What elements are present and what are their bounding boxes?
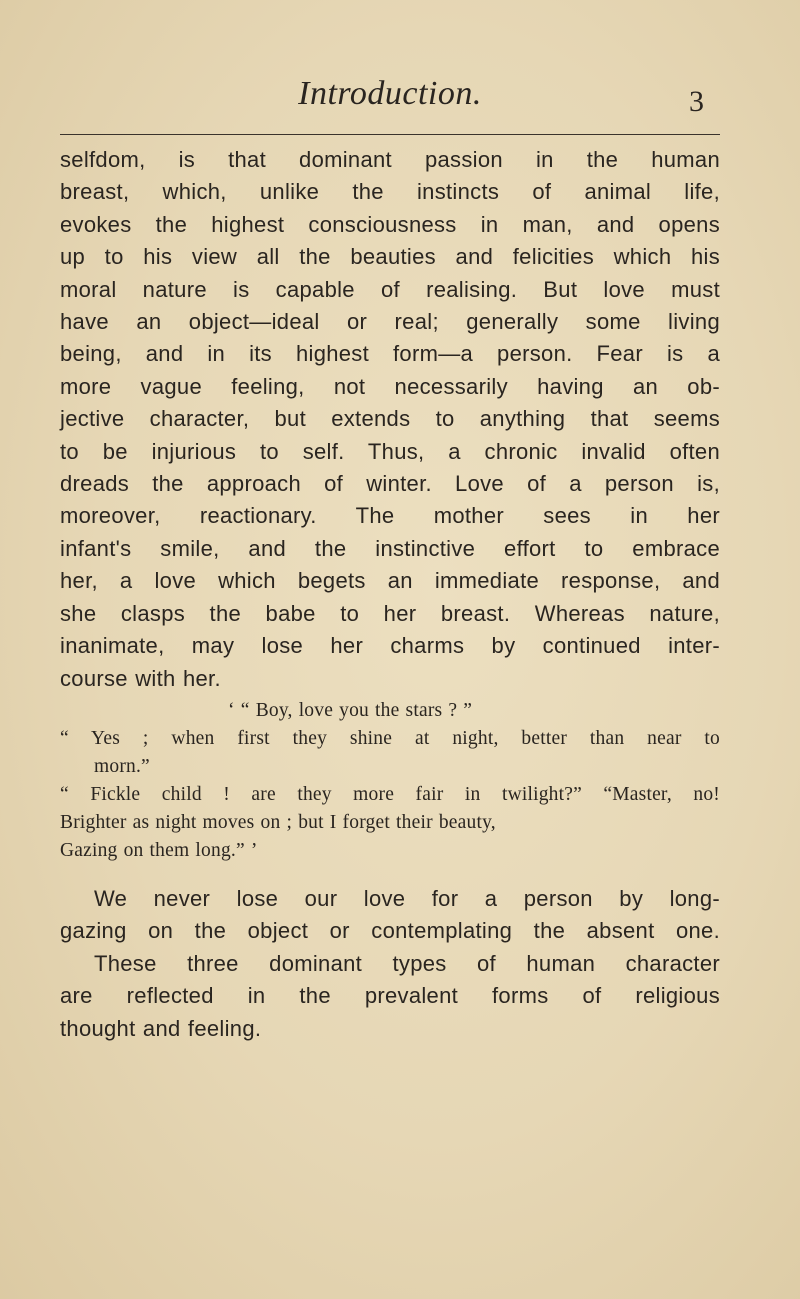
- page-number: 3: [689, 85, 704, 118]
- paragraph-2: [60, 883, 720, 1045]
- text-line: gazing on the object or contemplating the absent one.: [60, 918, 720, 944]
- text-line: We never lose our love for a person by long-: [94, 885, 720, 911]
- text-line: course with her.: [60, 665, 221, 691]
- poem-line: Gazing on them long.” ’: [60, 839, 258, 861]
- text-line: being, and in its highest form—a person. Fear is a: [60, 341, 720, 367]
- poem-line: ‘ “ Boy, love you the stars ? ”: [228, 699, 473, 721]
- text-line: up to his view all the beauties and felicities which his: [60, 244, 720, 270]
- text-line: dreads the approach of winter. Love of a person is,: [60, 471, 720, 497]
- body-text: [60, 144, 720, 1045]
- text-line: are reflected in the prevalent forms of religious: [60, 983, 720, 1009]
- paragraph-1: [60, 144, 720, 695]
- text-line: inanimate, may lose her charms by continued inter-: [60, 633, 720, 659]
- text-line: she clasps the babe to her breast. Whereas nature,: [60, 600, 720, 626]
- text-line: more vague feeling, not necessarily having an ob-: [60, 373, 720, 399]
- text-line: to be injurious to self. Thus, a chronic invalid often: [60, 438, 720, 464]
- running-title: Introduction.: [298, 75, 482, 112]
- text-line: moreover, reactionary. The mother sees in her: [60, 503, 720, 529]
- page-header: [60, 74, 720, 134]
- poem-quotation: [60, 697, 720, 865]
- poem-line: “ Fickle child ! are they more fair in twilight?” “Master, no!: [60, 783, 720, 805]
- text-line: breast, which, unlike the instincts of animal life,: [60, 179, 720, 205]
- poem-line: “ Yes ; when first they shine at night, better than near to: [60, 727, 720, 749]
- text-line: moral nature is capable of realising. But love must: [60, 276, 720, 302]
- text-line: thought and feeling.: [60, 1015, 262, 1041]
- text-line: evokes the highest consciousness in man, and opens: [60, 211, 720, 237]
- poem-line: Brighter as night moves on ; but I forget their beauty,: [60, 811, 496, 833]
- poem-line: morn.”: [94, 755, 150, 777]
- header-rule: [60, 134, 720, 135]
- text-line: her, a love which begets an immediate response, and: [60, 568, 720, 594]
- text-line: selfdom, is that dominant passion in the human: [60, 147, 720, 172]
- text-line: have an object—ideal or real; generally some living: [60, 309, 720, 335]
- text-line: infant's smile, and the instinctive effort to embrace: [60, 535, 720, 561]
- text-line: jective character, but extends to anything that seems: [60, 406, 720, 432]
- text-line: These three dominant types of human character: [94, 950, 720, 976]
